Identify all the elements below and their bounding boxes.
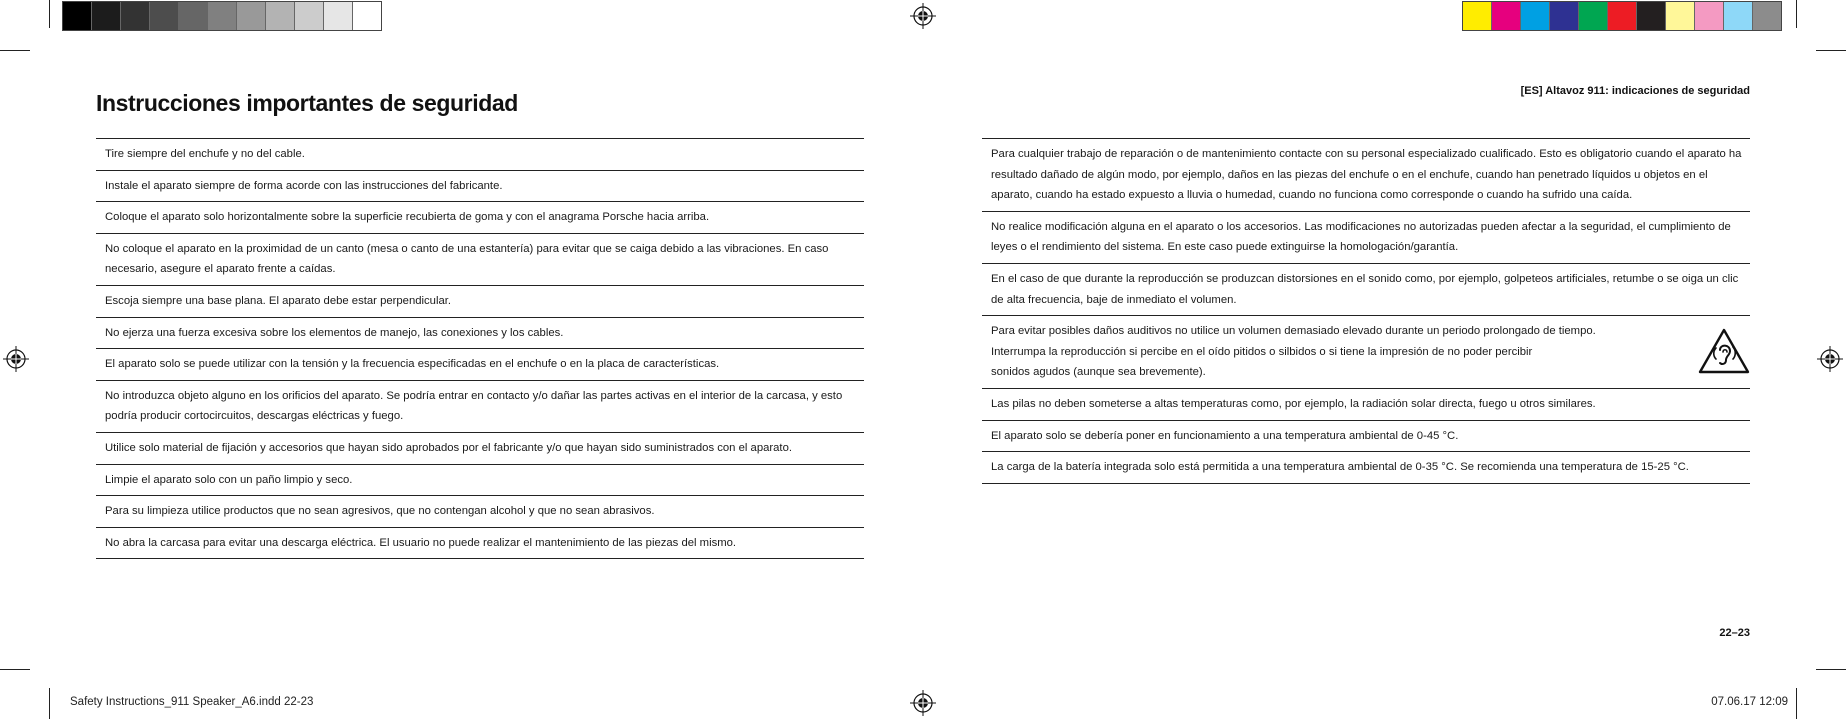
list-item — [96, 465, 864, 497]
list-item-text: En el caso de que durante la reproducción se produzcan distorsiones en el sonido como, por ejemplo, golpeteos artificiales, retumbe o se oiga un clic de alta frecuencia, baje de inmediato el volumen. — [991, 272, 1739, 306]
page-number: 22–23 — [1719, 627, 1750, 639]
crop-mark — [0, 669, 30, 670]
color-swatch — [63, 2, 92, 30]
list-item-text: Limpie el aparato solo con un paño limpio y seco. — [105, 473, 353, 486]
list-item-text: Instale el aparato siempre de forma acorde con las instrucciones del fabricante. — [105, 179, 503, 192]
list-item — [982, 264, 1750, 316]
hearing-warning-text — [991, 321, 1742, 383]
list-item — [96, 286, 864, 318]
color-swatch — [1492, 2, 1521, 30]
registration-mark-icon — [3, 346, 29, 372]
crop-mark — [1816, 50, 1846, 51]
crop-mark — [1816, 669, 1846, 670]
color-swatch — [208, 2, 237, 30]
color-swatch — [150, 2, 179, 30]
color-swatch — [1608, 2, 1637, 30]
file-slug: Safety Instructions_911 Speaker_A6.indd 22-23 — [70, 696, 314, 708]
running-header: [ES] Altavoz 911: indicaciones de seguridad — [1520, 85, 1750, 97]
color-swatch — [92, 2, 121, 30]
crop-mark — [0, 50, 30, 51]
color-swatch-bar — [1462, 1, 1782, 31]
list-item — [982, 139, 1750, 212]
hearing-warning-line: Interrumpa la reproducción si percibe en el oído pitidos o silbidos o si tiene la impresión de no poder percibir — [991, 345, 1533, 358]
list-item-text: Para cualquier trabajo de reparación o de mantenimiento contacte con su personal especializado cualificado. Esto es obligatorio cuando el aparato ha resultado dañado de algún modo, por ejemplo, daños en las piezas del enchufe o en el enchufe, cuando han penetrado líquidos u objetos en el aparato, cuando ha estado expuesto a lluvia o humedad, cuando no funciona como corresponde o cuando ha sufrido una caída. — [991, 148, 1742, 202]
registration-mark-icon — [910, 690, 936, 716]
registration-mark-icon — [1817, 346, 1843, 372]
color-swatch — [295, 2, 324, 30]
list-item-text: Utilice solo material de fijación y accesorios que hayan sido aprobados por el fabricante y/o que hayan sido suministrados con el aparato. — [105, 441, 792, 454]
color-swatch — [353, 2, 381, 30]
list-item-text: El aparato solo se puede utilizar con la tensión y la frecuencia especificadas en el enchufe o en la placa de características. — [105, 358, 720, 371]
crop-mark — [1796, 688, 1797, 719]
list-item — [982, 421, 1750, 453]
list-item — [96, 139, 864, 171]
list-item — [982, 452, 1750, 484]
list-item — [96, 381, 864, 433]
hearing-warning-icon — [1698, 328, 1750, 374]
color-swatch — [1753, 2, 1781, 30]
list-item-text: Tire siempre del enchufe y no del cable. — [105, 148, 305, 160]
color-swatch — [1695, 2, 1724, 30]
color-swatch — [1463, 2, 1492, 30]
list-item — [96, 496, 864, 528]
color-swatch — [1579, 2, 1608, 30]
list-item — [96, 528, 864, 560]
color-swatch — [1637, 2, 1666, 30]
list-item-text: Coloque el aparato solo horizontalmente sobre la superficie recubierta de goma y con el anagrama Porsche hacia arriba. — [105, 211, 710, 224]
crop-mark — [1796, 0, 1797, 28]
color-swatch — [1521, 2, 1550, 30]
list-item-text: No abra la carcasa para evitar una descarga eléctrica. El usuario no puede realizar el mantenimiento de las piezas del mismo. — [105, 536, 737, 549]
right-instructions-list — [982, 138, 1750, 484]
list-item — [96, 202, 864, 234]
list-item-text: No realice modificación alguna en el aparato o los accesorios. Las modificaciones no autorizadas pueden afectar a la seguridad, el cumplimiento de leyes o el rendimiento del sistema. En este caso puede extinguirse la homologación/garantía. — [991, 220, 1731, 254]
list-item — [96, 433, 864, 465]
hearing-warning-item — [982, 316, 1750, 389]
hearing-warning-line: Para evitar posibles daños auditivos no utilice un volumen demasiado elevado durante un periodo prolongado de tiempo. — [991, 325, 1596, 338]
list-item-text: No ejerza una fuerza excesiva sobre los elementos de manejo, las conexiones y los cables. — [105, 326, 564, 339]
list-item-text: No introduzca objeto alguno en los orificios del aparato. Se podría entrar en contacto y/o dañar las partes activas en el interior de la carcasa, y esto podría producir cortocircuitos, descargas eléctricas y fuego. — [105, 389, 843, 423]
left-instructions-list — [96, 138, 864, 559]
crop-mark — [49, 688, 50, 719]
color-swatch — [1666, 2, 1695, 30]
list-item — [96, 349, 864, 381]
list-item — [982, 389, 1750, 421]
list-item-text: Para su limpieza utilice productos que no sean agresivos, que no contengan alcohol y que no sean abrasivos. — [105, 505, 655, 518]
list-item-text: No coloque el aparato en la proximidad de un canto (mesa o canto de una estantería) para evitar que se caiga debido a las vibraciones. En caso necesario, asegure el aparato frente a caídas. — [105, 242, 829, 276]
list-item — [96, 171, 864, 203]
color-swatch — [121, 2, 150, 30]
list-item-text: Escoja siempre una base plana. El aparato debe estar perpendicular. — [105, 294, 452, 307]
crop-mark — [49, 0, 50, 28]
list-item-text: La carga de la batería integrada solo está permitida a una temperatura ambiental de 0-35 °C. Se recomienda una temperatura de 15-25 °C. — [991, 461, 1689, 474]
list-item — [982, 212, 1750, 264]
list-item — [96, 318, 864, 350]
list-item — [96, 234, 864, 286]
print-timestamp: 07.06.17 12:09 — [1711, 696, 1788, 708]
registration-mark-icon — [910, 3, 936, 29]
page-title: Instrucciones importantes de seguridad — [96, 90, 518, 116]
color-swatch — [1550, 2, 1579, 30]
grey-swatch-bar — [62, 1, 382, 31]
list-item-text: Las pilas no deben someterse a altas temperaturas como, por ejemplo, la radiación solar directa, fuego u otros similares. — [991, 397, 1596, 410]
color-swatch — [179, 2, 208, 30]
color-swatch — [1724, 2, 1753, 30]
list-item-text: El aparato solo se debería poner en funcionamiento a una temperatura ambiental de 0-45 °C. — [991, 429, 1459, 442]
color-swatch — [237, 2, 266, 30]
hearing-warning-line: sonidos agudos (aunque sea brevemente). — [991, 366, 1206, 379]
color-swatch — [324, 2, 353, 30]
color-swatch — [266, 2, 295, 30]
